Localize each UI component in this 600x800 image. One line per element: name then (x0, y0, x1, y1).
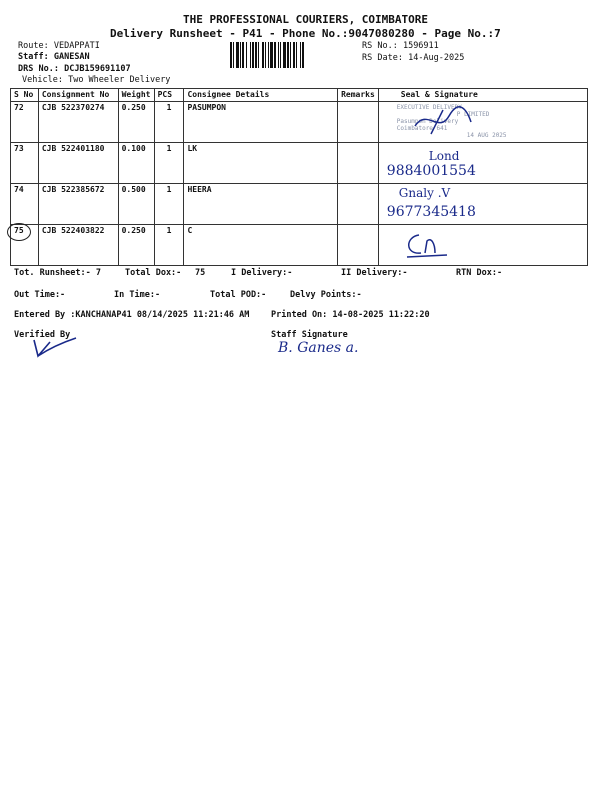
stamp-line: 14 AUG 2025 (466, 132, 507, 139)
cell-pcs: 1 (154, 184, 184, 225)
cell-consignee: HEERA (184, 184, 338, 225)
cell-consignee: LK (184, 143, 338, 184)
handwritten-phone: 9884001554 (386, 163, 476, 179)
handwritten-sign-scribble (403, 229, 451, 259)
barcode (230, 42, 358, 68)
staff-signature: B. Ganes a. (278, 340, 359, 356)
col-header-remarks: Remarks (338, 89, 379, 102)
verified-by-label: Verified By (14, 330, 71, 340)
col-header-consignee: Consignee Details (184, 89, 338, 102)
cell-sno: 75 (11, 225, 39, 266)
route-line (18, 41, 100, 51)
handwritten-name: Gnaly .V (398, 186, 451, 200)
table-header-row (11, 89, 588, 102)
in-time: In Time:- (114, 290, 161, 300)
cell-weight: 0.500 (118, 184, 154, 225)
drs-label: DRS No.: (18, 64, 59, 74)
handwritten-phone: 9677345418 (386, 204, 476, 220)
cell-pcs: 1 (154, 143, 184, 184)
route-label: Route: (18, 41, 49, 51)
cell-remarks (338, 102, 379, 143)
ii-delivery: II Delivery:- (341, 268, 408, 278)
col-header-weight: Weight (118, 89, 154, 102)
col-header-pcs: PCS (154, 89, 184, 102)
cell-consignment: CJB 522370274 (38, 102, 118, 143)
col-header-consignment: Consignment No (38, 89, 118, 102)
verified-signature-mark (30, 330, 80, 360)
table-row (11, 184, 588, 225)
runsheet-table (10, 88, 588, 266)
rs-no-value: 1596911 (402, 41, 439, 51)
col-header-seal-signature: Seal & Signature (378, 89, 587, 102)
rs-no-label: RS No.: (362, 41, 398, 51)
rs-no-line (362, 41, 439, 51)
stamp-line: Coimbatore 641 (396, 125, 448, 132)
cell-consignment: CJB 522385672 (38, 184, 118, 225)
route-value: VEDAPPATI (53, 41, 100, 51)
i-delivery: I Delivery:- (231, 268, 293, 278)
entered-by: Entered By :KANCHANAP41 08/14/2025 11:21:46 AM (14, 310, 250, 320)
cell-weight: 0.250 (118, 225, 154, 266)
out-time: Out Time:- (14, 290, 66, 300)
rs-date-line (362, 53, 464, 63)
cell-consignment: CJB 522401180 (38, 143, 118, 184)
cell-consignment: CJB 522403822 (38, 225, 118, 266)
vehicle-line (22, 75, 170, 85)
printed-on: Printed On: 14-08-2025 11:22:20 (271, 310, 430, 320)
cell-sno: 73 (11, 143, 39, 184)
delvy-points: Delvy Points:- (290, 290, 362, 300)
cell-consignee: PASUMPON (184, 102, 338, 143)
cell-seal-signature (378, 102, 587, 143)
cell-seal-signature (378, 143, 587, 184)
runsheet-subtitle: Delivery Runsheet - P41 - Phone No.:9047080280 - Page No.:7 (110, 27, 501, 40)
staff-value: GANESAN (53, 52, 90, 62)
table-row (11, 143, 588, 184)
staff-line (18, 52, 90, 62)
cell-weight: 0.250 (118, 102, 154, 143)
stamp-line: Pasumpon Delivery (396, 118, 459, 125)
rs-date-label: RS Date: (362, 53, 403, 63)
cell-sno: 74 (11, 184, 39, 225)
staff-label: Staff: (18, 52, 49, 62)
total-dox-value: 75 (195, 268, 206, 278)
cell-pcs: 1 (154, 225, 184, 266)
cell-weight: 0.100 (118, 143, 154, 184)
col-header-sno: S No (11, 89, 39, 102)
cell-seal-signature (378, 225, 587, 266)
table-row (11, 225, 588, 266)
vehicle-value: Two Wheeler Delivery (68, 75, 171, 85)
cell-sno: 72 (11, 102, 39, 143)
cell-remarks (338, 225, 379, 266)
cell-remarks (338, 143, 379, 184)
company-title: THE PROFESSIONAL COURIERS, COIMBATORE (183, 13, 429, 26)
rs-date-value: 14-Aug-2025 (408, 53, 465, 63)
rtn-dox: RTN Dox:- (456, 268, 503, 278)
table-row (11, 102, 588, 143)
drs-value: DCJB159691107 (64, 64, 131, 74)
drs-line (18, 64, 131, 74)
total-pod: Total POD:- (210, 290, 267, 300)
row-circle-mark (7, 223, 31, 241)
tot-runsheet: Tot. Runsheet:- 7 (14, 268, 101, 278)
stamp-line: EXECUTIVE DELIVERY (396, 104, 462, 111)
stamp-line: P LIMITED (456, 111, 490, 118)
staff-signature-label: Staff Signature (271, 330, 348, 340)
cell-pcs: 1 (154, 102, 184, 143)
handwritten-name: Lond (428, 149, 460, 163)
total-dox-label: Total Dox:- (125, 268, 182, 278)
cell-seal-signature (378, 184, 587, 225)
signature-mark (409, 104, 479, 142)
vehicle-label: Vehicle: (22, 75, 63, 85)
cell-remarks (338, 184, 379, 225)
cell-consignee: C (184, 225, 338, 266)
